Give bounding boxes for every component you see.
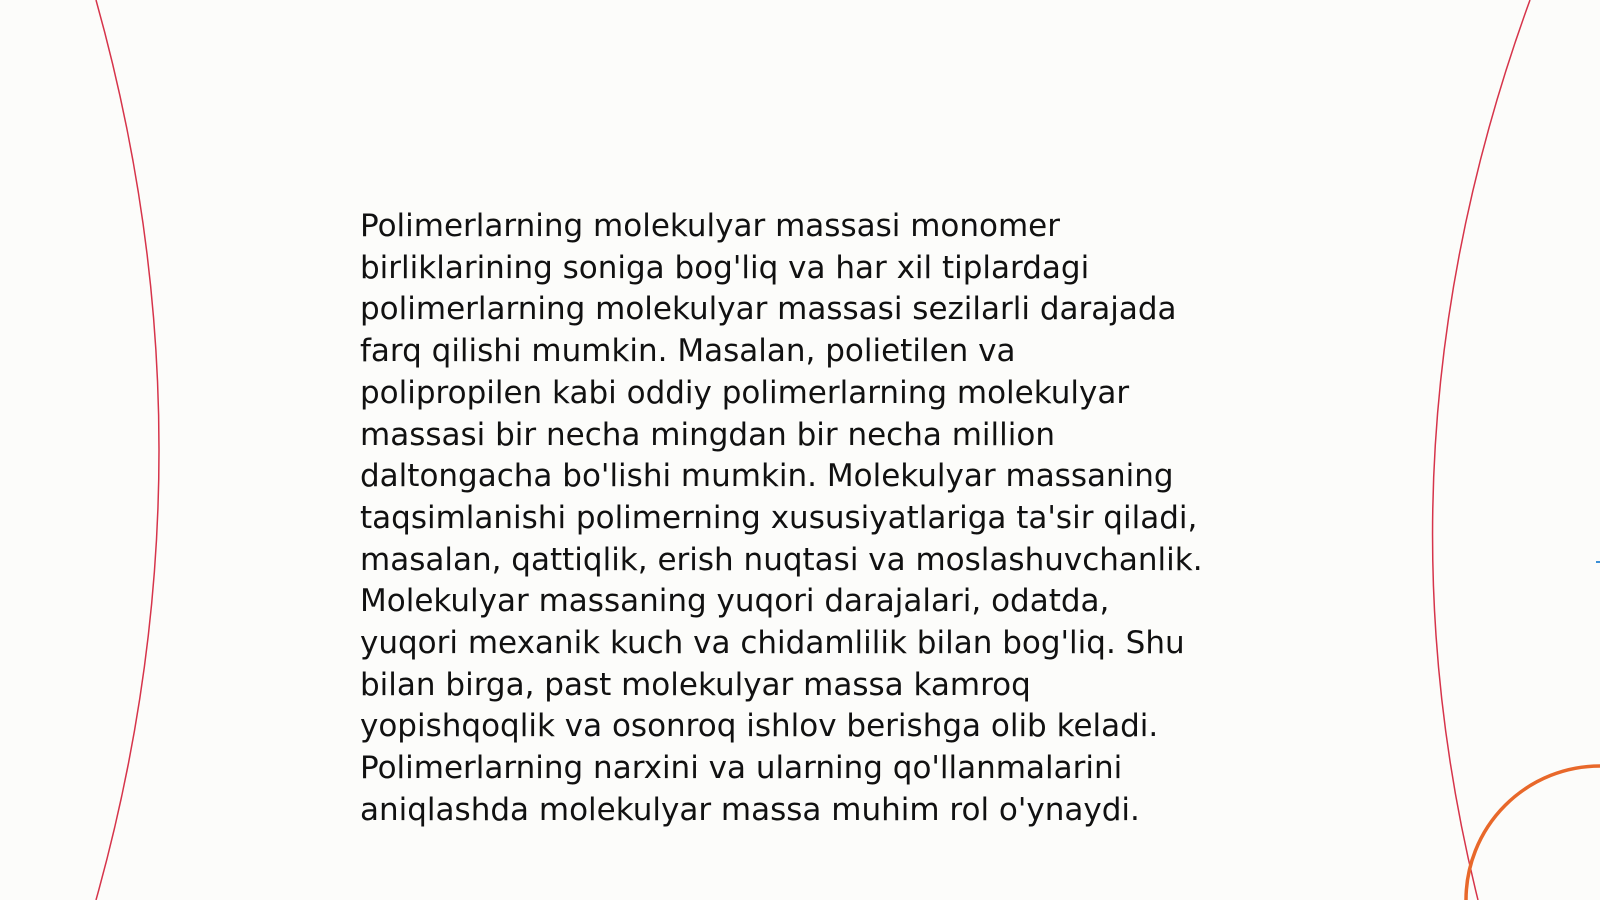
paragraph-line: polipropilen kabi oddiy polimerlarning molekulyar xyxy=(360,374,1130,411)
paragraph-line: masalan, qattiqlik, erish nuqtasi va moslashuvchanlik. xyxy=(360,541,1203,578)
paragraph-line: bilan birga, past molekulyar massa kamroq xyxy=(360,666,1031,703)
paragraph-line: daltongacha bo'lishi mumkin. Molekulyar massaning xyxy=(360,458,1174,495)
paragraph-line: Molekulyar massaning yuqori darajalari, odatda, xyxy=(360,583,1110,620)
paragraph-line: farq qilishi mumkin. Masalan, polietilen va xyxy=(360,333,1016,370)
right-curve-line xyxy=(1433,0,1530,900)
paragraph-line: birliklarining soniga bog'liq va har xil tiplardagi xyxy=(360,249,1090,286)
paragraph-line: massasi bir necha mingdan bir necha million xyxy=(360,416,1055,453)
paragraph-line: Polimerlarning narxini va ularning qo'llanmalarini xyxy=(360,750,1123,787)
left-curve-line xyxy=(96,0,159,900)
paragraph-line: polimerlarning molekulyar massasi sezilarli darajada xyxy=(360,291,1177,328)
paragraph-line: Polimerlarning molekulyar massasi monomer xyxy=(360,208,1060,244)
corner-arc xyxy=(1466,766,1600,900)
paragraph-line: taqsimlanishi polimerning xususiyatlariga ta'sir qiladi, xyxy=(360,499,1198,536)
paragraph-line: yuqori mexanik kuch va chidamlilik bilan bog'liq. Shu xyxy=(360,625,1185,662)
body-paragraph xyxy=(360,206,1260,832)
paragraph-line: yopishqoqlik va osonroq ishlov berishga olib keladi. xyxy=(360,708,1159,745)
paragraph-line: aniqlashda molekulyar massa muhim rol o'ynaydi. xyxy=(360,791,1140,828)
